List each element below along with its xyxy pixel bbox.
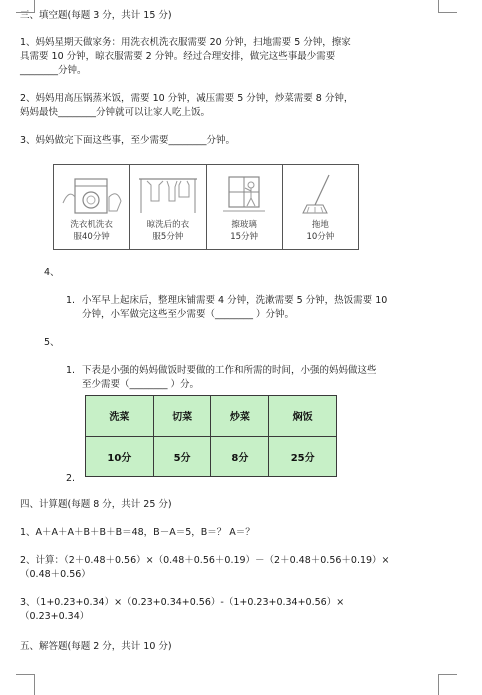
question-text: （0.23+0.34） (20, 611, 90, 622)
chore-caption: 擦玻璃 15分钟 (230, 220, 259, 242)
clothes-rack-icon (133, 173, 203, 215)
chore-card (207, 165, 283, 249)
question-text: 1、A＋A＋A＋B＋B＋B＝48，B－A＝5，B＝？ A＝？ (20, 527, 255, 538)
chore-card (54, 165, 130, 249)
list-number: 1. (66, 295, 76, 306)
question-text: 下表是小强的妈妈做饭时要做的工作和所需的时间，小强的妈妈做这些 (82, 365, 377, 376)
table-cell: 5分 (153, 436, 211, 477)
table-header-cell: 洗菜 (86, 396, 154, 437)
table-header-cell: 焖饭 (269, 396, 337, 437)
question-text: 1、妈妈星期天做家务：用洗衣机洗衣服需要 20 分钟，扫地需要 5 分钟，擦家 (20, 37, 351, 48)
page-corner-mark (438, 0, 457, 13)
question-text: ________分钟。 (20, 65, 87, 76)
list-number: 2. (66, 473, 76, 484)
mop-icon (285, 173, 355, 215)
cooking-time-table (85, 395, 337, 477)
chore-caption: 晾洗后的衣 服5分钟 (146, 220, 190, 242)
table-cell: 25分 (269, 436, 337, 477)
window-cleaning-icon (209, 173, 279, 215)
question-number: 4、 (44, 267, 60, 278)
chore-card (283, 165, 358, 249)
section-heading: 五、解答题(每题 2 分，共计 10 分) (20, 641, 172, 652)
question-text: 3、（1+0.23+0.34）×（0.23+0.34+0.56）-（1+0.23+0.34+0.56）× (20, 597, 345, 608)
table-cell: 10分 (86, 436, 154, 477)
question-text: 2、计算：（2＋0.48＋0.56）×（0.48＋0.56＋0.19）－（2＋0.48＋0.56＋0.19）× (20, 555, 390, 566)
chores-picture-box (53, 164, 359, 250)
table-header-cell: 切菜 (153, 396, 211, 437)
question-text: 至少需要（________ ）分。 (82, 379, 200, 390)
question-text: 分钟，小军做完这些至少需要（________ ）分钟。 (82, 309, 295, 320)
question-text: 小军早上起床后，整理床铺需要 4 分钟，洗漱需要 5 分钟，热饭需要 10 (82, 295, 388, 306)
chore-card (130, 165, 206, 249)
washing-machine-icon (57, 173, 127, 215)
list-number: 1. (66, 365, 76, 376)
question-text: 2、妈妈用高压锅蒸米饭，需要 10 分钟，减压需要 5 分钟，炒菜需要 8 分钟， (20, 93, 354, 104)
chore-caption: 洗衣机洗衣 服40分钟 (70, 220, 113, 242)
question-text: （0.48＋0.56） (20, 569, 91, 580)
table-header-cell: 炒菜 (211, 396, 269, 437)
table-cell: 8分 (211, 436, 269, 477)
table-row (86, 396, 337, 437)
section-heading: 三、填空题(每题 3 分，共计 15 分) (20, 10, 172, 21)
section-heading: 四、计算题(每题 8 分，共计 25 分) (20, 499, 172, 510)
chore-caption: 拖地 10分钟 (306, 220, 335, 242)
page-corner-mark (438, 674, 457, 695)
page-corner-mark (16, 674, 35, 695)
table-row (86, 436, 337, 477)
question-text: 妈妈最快________分钟就可以让家人吃上饭。 (20, 107, 211, 118)
question-text: 3、妈妈做完下面这些事，至少需要________分钟。 (20, 135, 236, 146)
question-number: 5、 (44, 337, 60, 348)
question-text: 具需要 10 分钟，晾衣服需要 2 分钟。经过合理安排，做完这些事最少需要 (20, 51, 336, 62)
